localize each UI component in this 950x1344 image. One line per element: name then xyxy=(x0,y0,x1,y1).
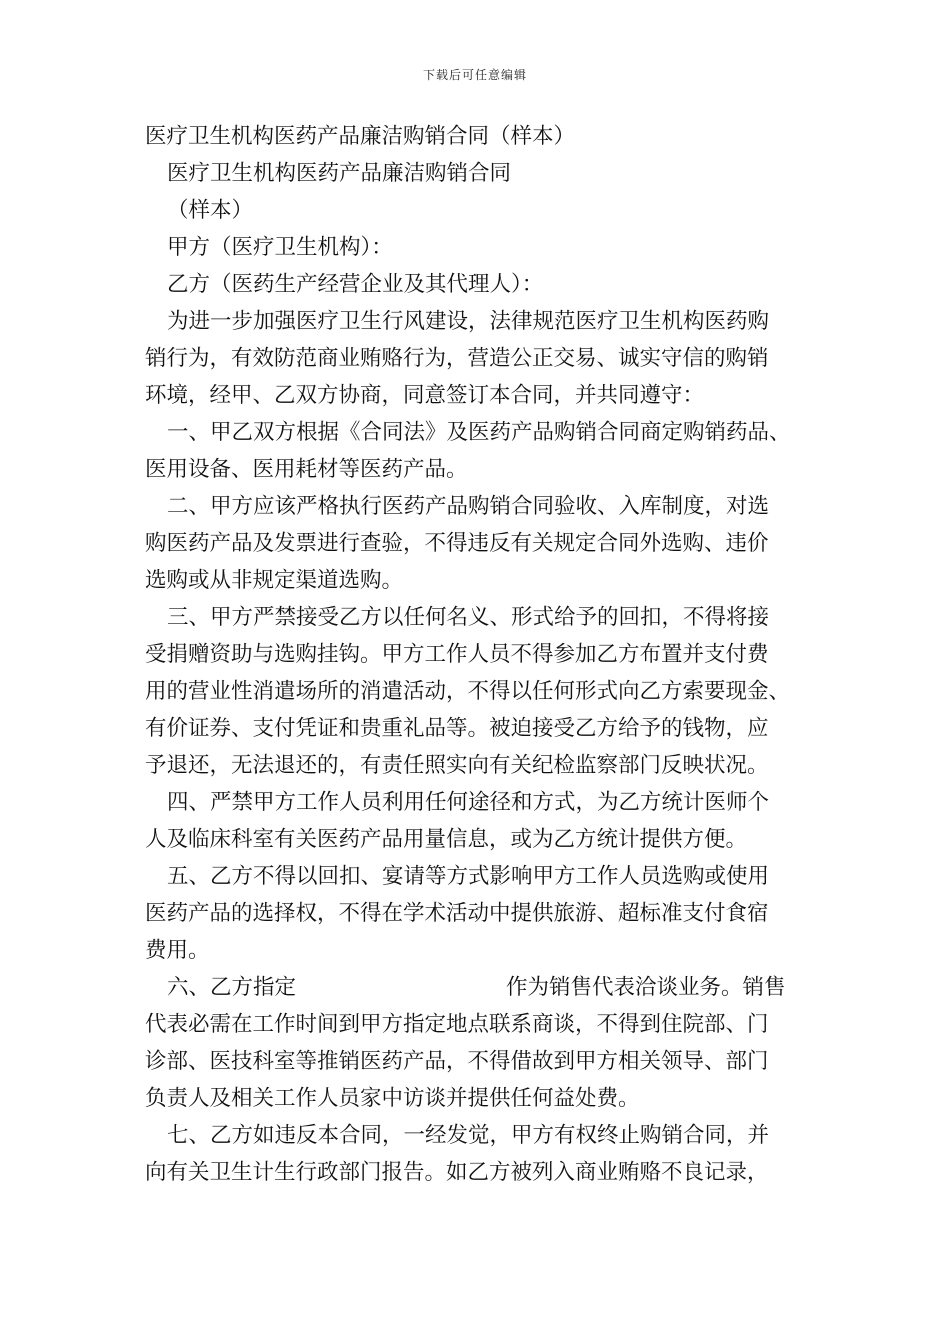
preamble-paragraph xyxy=(145,303,810,414)
paragraph-line: 选购或从非规定渠道选购。 xyxy=(145,568,404,593)
clause-7 xyxy=(145,1117,810,1191)
contract-body xyxy=(145,118,810,1191)
paragraph-line: 代表必需在工作时间到甲方指定地点联系商谈，不得到住院部、门 xyxy=(145,1012,769,1037)
paragraph-line: 医药产品的选择权，不得在学术活动中提供旅游、超标准支付食宿 xyxy=(145,901,769,926)
paragraph-line: 用的营业性消遣场所的消遣活动，不得以任何形式向乙方索要现金、 xyxy=(145,679,791,704)
paragraph-line: 向有关卫生计生行政部门报告。如乙方被列入商业贿赂不良记录， xyxy=(145,1160,769,1185)
paragraph-line: 购医药产品及发票进行查验，不得违反有关规定合同外选购、违价 xyxy=(145,531,769,556)
paragraph-line: 四、严禁甲方工作人员利用任何途径和方式，为乙方统计医师个 xyxy=(167,790,770,815)
contract-subtitle: 医疗卫生机构医药产品廉洁购销合同 xyxy=(167,161,512,186)
clause-3 xyxy=(145,599,810,784)
party-a-line: 甲方（医疗卫生机构）： xyxy=(167,235,393,260)
paragraph-line: 有价证券、支付凭证和贵重礼品等。被迫接受乙方给予的钱物，应 xyxy=(145,716,769,741)
paragraph-line: 三、甲方严禁接受乙方以任何名义、形式给予的回扣，不得将接 xyxy=(167,605,770,630)
party-b-line: 乙方（医药生产经营企业及其代理人）： xyxy=(167,272,544,297)
paragraph-line: 予退还，无法退还的，有责任照实向有关纪检监察部门反映状况。 xyxy=(145,753,769,778)
paragraph-line: 一、甲乙双方根据《合同法》及医药产品购销合同商定购销药品、 xyxy=(167,420,791,445)
paragraph-line: 受捐赠资助与选购挂钩。甲方工作人员不得参加乙方布置并支付费 xyxy=(145,642,769,667)
paragraph-line: 负责人及相关工作人员家中访谈并提供任何益处费。 xyxy=(145,1086,640,1111)
paragraph-line: 人及临床科室有关医药产品用量信息，或为乙方统计提供方便。 xyxy=(145,827,748,852)
paragraph-line: 七、乙方如违反本合同，一经发觉，甲方有权终止购销合同，并 xyxy=(167,1123,770,1148)
clause-6 xyxy=(145,969,810,1117)
clause-6-lead-text: 六、乙方指定 xyxy=(167,975,297,1000)
paragraph-line: 费用。 xyxy=(145,938,210,963)
clause-4 xyxy=(145,784,810,858)
clause-5 xyxy=(145,858,810,969)
page-header-note: 下载后可任意编辑 xyxy=(422,68,527,82)
document-title: 医疗卫生机构医药产品廉洁购销合同（样本） xyxy=(145,124,576,149)
sample-tag: （样本） xyxy=(167,198,254,223)
clause-6-trail-text: 作为销售代表洽谈业务。销售 xyxy=(506,975,786,1000)
clause-6-first-line xyxy=(145,969,810,1006)
paragraph-line: 环境，经甲、乙双方协商，同意签订本合同，并共同遵守： xyxy=(145,383,705,408)
paragraph-line: 诊部、医技科室等推销医药产品，不得借故到甲方相关领导、部门 xyxy=(145,1049,769,1074)
paragraph-line: 为进一步加强医疗卫生行风建设，法律规范医疗卫生机构医药购 xyxy=(167,309,770,334)
paragraph-line: 销行为，有效防范商业贿赂行为，营造公正交易、诚实守信的购销 xyxy=(145,346,769,371)
clause-2 xyxy=(145,488,810,599)
paragraph-line: 医用设备、医用耗材等医药产品。 xyxy=(145,457,468,482)
paragraph-line: 二、甲方应该严格执行医药产品购销合同验收、入库制度，对选 xyxy=(167,494,770,519)
paragraph-line: 五、乙方不得以回扣、宴请等方式影响甲方工作人员选购或使用 xyxy=(167,864,770,889)
clause-1 xyxy=(145,414,810,488)
